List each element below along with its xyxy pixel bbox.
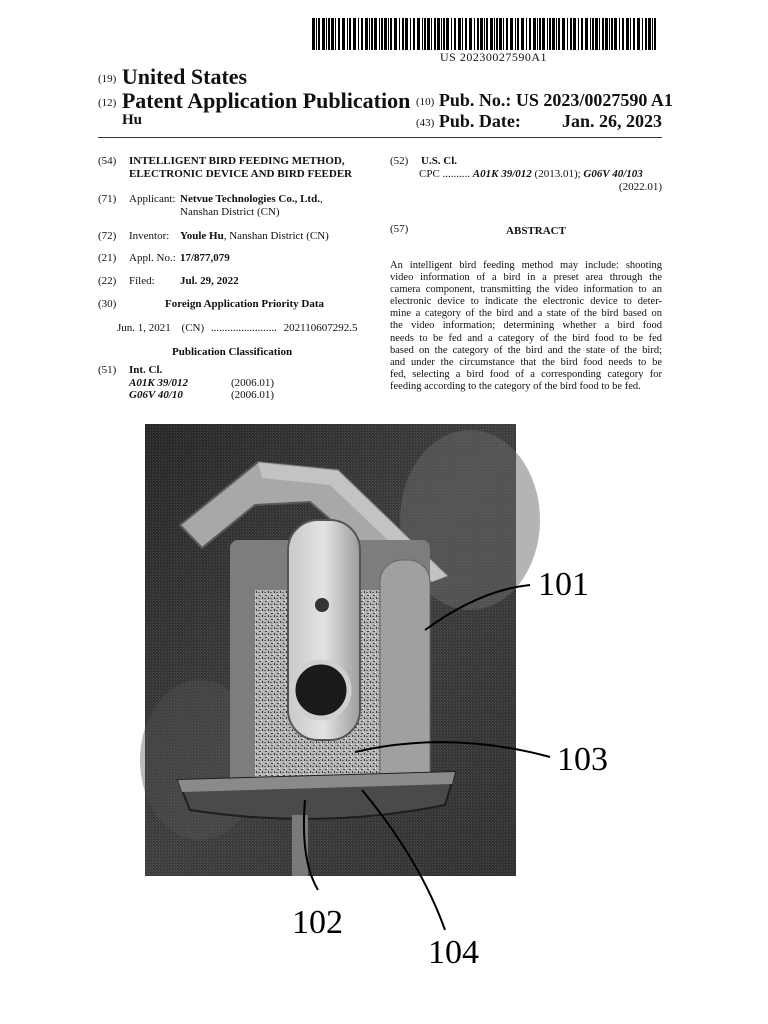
pub-no-code: (10): [416, 95, 435, 108]
inventor-location: , Nanshan District (CN): [223, 230, 329, 242]
pub-no-value: US 2023/0027590 A1: [515, 90, 673, 110]
inventor-code: (72): [98, 230, 117, 242]
priority-country: (CN): [181, 322, 205, 334]
ref-label-101: 101: [538, 566, 589, 603]
inventor-label: Inventor:: [129, 230, 170, 242]
cpc-code-2: G06V 40/103: [583, 168, 643, 180]
appl-number: 17/877,079: [180, 252, 230, 264]
ref-label-104: 104: [428, 934, 479, 971]
title-code: (54): [98, 155, 117, 167]
feeder-body: [230, 520, 430, 795]
pub-no-label: Pub. No.:: [438, 90, 512, 110]
cpc-label: CPC: [419, 168, 440, 180]
priority-dots: ........................: [210, 322, 277, 334]
int-cl-class: A01K 39/012: [129, 377, 188, 389]
abstract-line: An intelligent bird feeding method may include: shooting: [390, 260, 662, 271]
invention-title: INTELLIGENT BIRD FEEDING METHOD, ELECTRONIC DEVICE AND BIRD FEEDER: [129, 155, 353, 180]
abstract-line: electronic device to indicate the electronic device to deter-: [390, 296, 662, 308]
filed-date: Jul. 29, 2022: [180, 275, 239, 287]
country-code: (19): [98, 72, 117, 85]
int-cl-year: (2006.01): [231, 377, 275, 389]
int-cl-year: (2006.01): [231, 389, 275, 401]
pub-type-text: Patent Application Publication: [121, 88, 411, 113]
applicant-label: Applicant:: [129, 193, 176, 205]
abstract-code: (57): [390, 223, 409, 235]
int-cl-code: (51): [98, 364, 117, 376]
cpc-year-2: (2022.01): [618, 181, 662, 193]
pub-type-code: (12): [98, 96, 117, 109]
ref-label-103: 103: [557, 741, 608, 778]
inventor-name: Youle Hu: [180, 230, 224, 242]
applicant-code: (71): [98, 193, 117, 205]
filed-code: (22): [98, 275, 117, 287]
pub-date-code: (43): [416, 116, 435, 129]
abstract-line: based on the category of the bird and the state of the bird;: [390, 344, 662, 356]
priority-heading: Foreign Application Priority Data: [165, 298, 324, 310]
abstract-line: mine a category of the bird and a state of the bird based on: [390, 308, 662, 320]
country-name: United States: [121, 64, 248, 89]
cpc-dots: ..........: [442, 168, 471, 180]
applicant-name: Netvue Technologies Co., Ltd.: [180, 193, 320, 205]
cpc-year-1: (2013.01);: [534, 168, 581, 180]
inventor-surname: Hu: [122, 112, 143, 128]
us-cl-label: U.S. Cl.: [421, 155, 458, 167]
priority-date: Jun. 1, 2021: [117, 322, 171, 334]
ref-label-102: 102: [292, 904, 343, 941]
applicant-field: (71) Applicant: Netvue Technologies Co., Ltd., Nanshan District (CN): [98, 193, 323, 218]
abstract-line: camera component, transmitting the video information to an: [390, 284, 662, 296]
priority-number: 202110607292.5: [283, 322, 358, 334]
appl-label: Appl. No.:: [129, 252, 176, 264]
int-cl-label: Int. Cl.: [129, 364, 163, 376]
abstract-line: needs to be fed and a category of the bird food to be fed: [390, 332, 662, 344]
cpc-code-1: A01K 39/012: [472, 168, 532, 180]
barcode-number: US 20230027590A1: [440, 50, 548, 64]
filed-label: Filed:: [129, 275, 155, 287]
pub-date-value: Jan. 26, 2023: [561, 111, 662, 131]
int-cl-class: G06V 40/10: [129, 389, 183, 401]
abstract-line: feeding according to the category of the bird food to be fed.: [390, 380, 641, 392]
applicant-location: Nanshan District (CN): [180, 206, 280, 218]
priority-code: (30): [98, 298, 117, 310]
abstract-line: video information of a bird in a preset area through the: [390, 272, 662, 284]
abstract-line: the video information; determining whether a bird food: [390, 320, 662, 332]
abstract-heading: ABSTRACT: [506, 225, 566, 237]
abstract-line: and under the circumstance that the bird food needs to be: [390, 356, 662, 368]
pub-date-label: Pub. Date:: [438, 111, 521, 131]
appl-code: (21): [98, 252, 117, 264]
abstract-line: fed, selecting a bird food of a corresponding category for: [390, 368, 662, 380]
pub-class-heading: Publication Classification: [172, 346, 293, 358]
us-cl-code: (52): [390, 155, 409, 167]
